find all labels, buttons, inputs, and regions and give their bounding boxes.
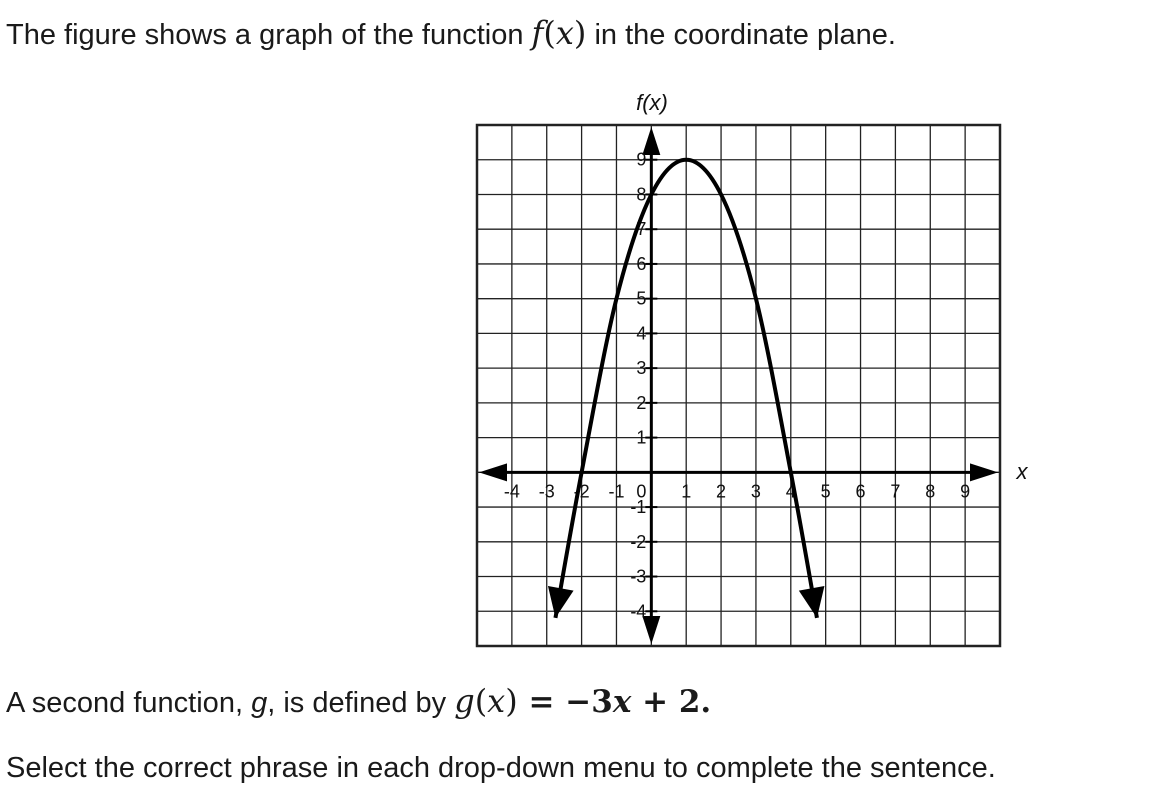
intro-before: The figure shows a graph of the function	[6, 19, 532, 51]
y-tick-label: 4	[636, 323, 647, 344]
x-tick-label: 9	[960, 481, 971, 502]
x-tick-label: 7	[890, 481, 901, 502]
y-tick-label: 1	[636, 427, 647, 448]
second-function-text	[6, 682, 711, 720]
x-tick-label: 0	[636, 481, 647, 502]
y-tick-label: 6	[636, 253, 647, 274]
y-tick-label: 5	[636, 288, 647, 309]
x-axis-label: x	[1016, 459, 1028, 484]
y-tick-label: -3	[630, 566, 647, 587]
x-tick-label: 1	[681, 481, 692, 502]
instruction-text: Select the correct phrase in each drop-down menu to complete the sentence.	[6, 752, 996, 784]
y-tick-label: 2	[636, 392, 647, 413]
y-tick-label: -1	[630, 497, 647, 518]
x-axis-arrow-left	[479, 463, 507, 481]
axes	[479, 127, 998, 644]
y-tick-label: -2	[630, 531, 647, 552]
x-axis-arrow-right	[970, 463, 998, 481]
intro-function: f(x)	[531, 14, 587, 52]
curve-arrow-right	[799, 586, 825, 618]
y-tick-label: 8	[636, 184, 647, 205]
x-tick-label: 5	[820, 481, 831, 502]
x-tick-label: -2	[573, 481, 590, 502]
y-tick-label: -4	[630, 601, 647, 622]
x-tick-label: 8	[925, 481, 936, 502]
y-tick-label: 9	[636, 149, 647, 170]
second-before: A second function,	[6, 687, 252, 719]
x-tick-label: 3	[750, 481, 761, 502]
x-tick-label: 4	[785, 481, 796, 502]
y-tick-label: 7	[636, 219, 647, 240]
g-equation: = −3x + 2.	[517, 684, 712, 720]
curve-arrow-left	[548, 586, 574, 618]
tick-labels	[504, 150, 970, 622]
grid-lines	[477, 125, 1000, 646]
grid-frame	[477, 125, 1000, 646]
x-tick-label: 6	[855, 481, 866, 502]
second-mid: , is defined by	[267, 687, 455, 719]
second-g: g	[251, 687, 268, 719]
y-axis-label: f(x)	[636, 90, 668, 115]
y-tick-label: 3	[636, 358, 647, 379]
x-tick-label: -4	[503, 481, 520, 502]
x-tick-label: 2	[716, 481, 727, 502]
g-function-expression: g(x)	[454, 682, 518, 720]
intro-after: in the coordinate plane.	[586, 19, 896, 51]
x-tick-label: -1	[608, 481, 625, 502]
x-tick-label: -3	[538, 481, 555, 502]
